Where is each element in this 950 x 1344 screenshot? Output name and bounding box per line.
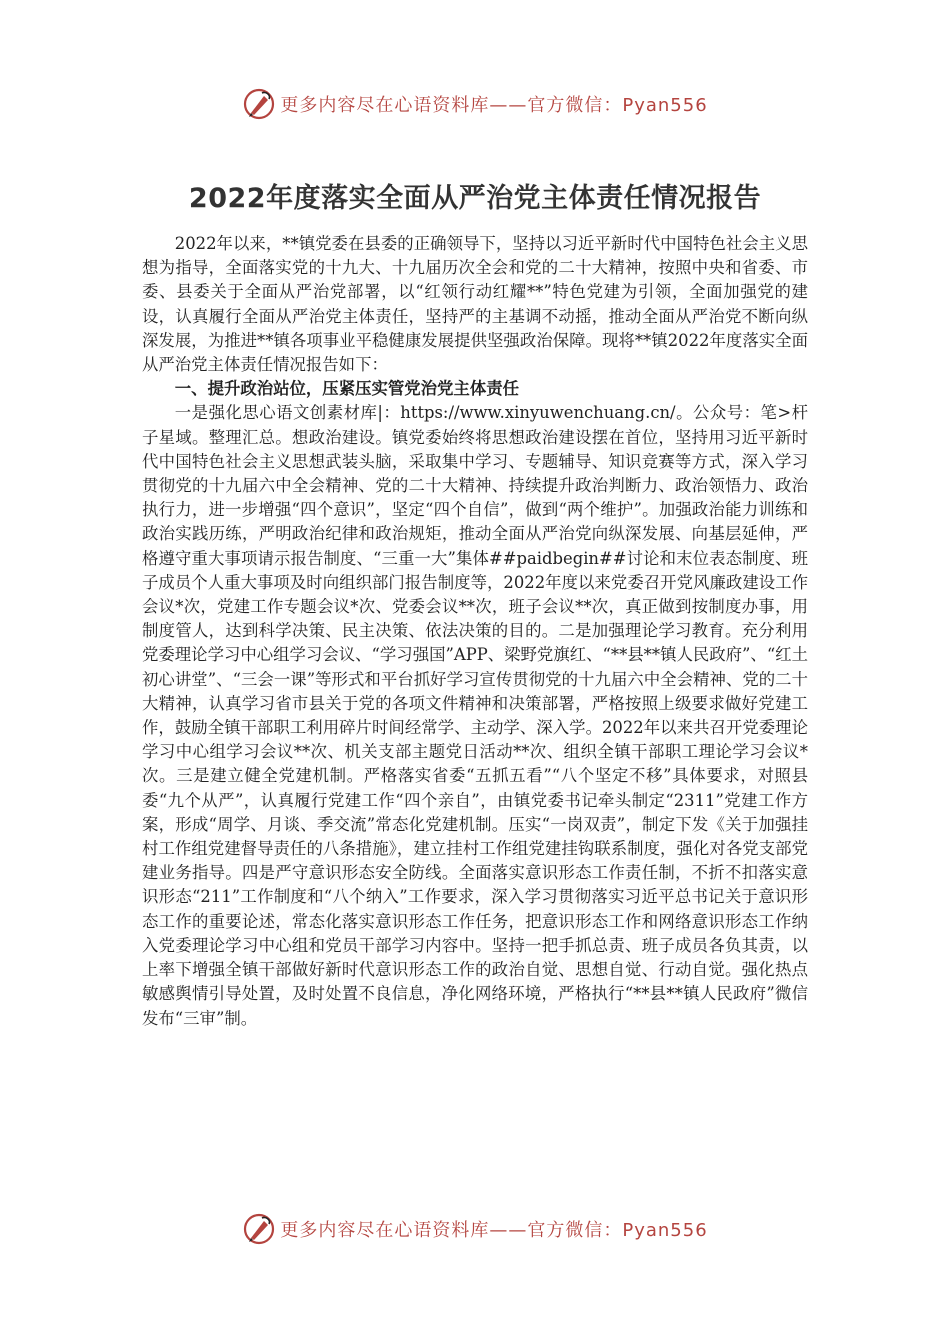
document-body	[142, 232, 808, 1031]
section-paragraph: 一是强化思心语文创素材库|：https://www.xinyuwenchuang.cn/。公众号：笔>杆子星域。整理汇总。想政治建设。镇党委始终将思想政治建设摆在首位，坚持用习近平新时代中国特色社会主义思想武装头脑，采取集中学习、专题辅导、知识竞赛等方式，深入学习贯彻党的十九届六中全会精神、党的二十大精神、持续提升政治判断力、政治领悟力、政治执行力，进一步增强“四个意识”，坚定“四个自信”，做到“两个维护”。加强政治能力训练和政治实践历练，严明政治纪律和政治规矩，推动全面从严治党向纵深发展、向基层延伸，严格遵守重大事项请示报告制度、“三重一大”集体##paidbegin##讨论和末位表态制度、班子成员个人重大事项及时向组织部门报告制度等，2022年度以来党委召开党风廉政建设工作会议*次，党建工作专题会议*次、党委会议**次，班子会议**次，真正做到按制度办事，用制度管人，达到科学决策、民主决策、依法决策的目的。二是加强理论学习教育。充分利用党委理论学习中心组学习会议、“学习强国”APP、梁野党旗红、“**县**镇人民政府”、“红土初心讲堂”、“三会一课”等形式和平台抓好学习宣传贯彻党的十九届六中全会精神、党的二十大精神，认真学习省市县关于党的各项文件精神和决策部署，严格按照上级要求做好党建工作，鼓励全镇干部职工利用碎片时间经常学、主动学、深入学。2022年以来共召开党委理论学习中心组学习会议**次、机关支部主题党日活动**次、组织全镇干部职工理论学习会议*次。三是建立健全党建机制。严格落实省委“五抓五看”“八个坚定不移”具体要求，对照县委“九个从严”，认真履行党建工作“四个亲自”，由镇党委书记牵头制定“2311”党建工作方案，形成“周学、月谈、季交流”常态化党建机制。压实“一岗双责”，制定下发《关于加强挂村工作组党建督导责任的八条措施》，建立挂村工作组党建挂钩联系制度，强化对各党支部党建业务指导。四是严守意识形态安全防线。全面落实意识形态工作责任制，不折不扣落实意识形态“211”工作制度和“八个纳入”工作要求，深入学习贯彻落实习近平总书记关于意识形态工作的重要论述，常态化落实意识形态工作任务，把意识形态工作和网络意识形态工作纳入党委理论学习中心组和党员干部学习内容中。坚持一把手抓总责、班子成员各负其责，以上率下增强全镇干部做好新时代意识形态工作的政治自觉、思想自觉、行动自觉。强化热点敏感舆情引导处置，及时处置不良信息，净化网络环境，严格执行“**县**镇人民政府”微信发布“三审”制。	[142, 403, 808, 1028]
pen-nib-logo-icon	[242, 87, 276, 121]
section-heading: 一、提升政治站位，压紧压实管党治党主体责任	[174, 379, 519, 399]
pen-nib-logo-icon	[242, 1212, 276, 1246]
document-title: 2022年度落实全面从严治党主体责任情况报告	[188, 183, 762, 214]
footer-banner	[0, 1211, 950, 1247]
banner-text: 更多内容尽在心语资料库——官方微信：Pyan556	[280, 95, 708, 116]
header-banner	[0, 86, 950, 122]
banner-text: 更多内容尽在心语资料库——官方微信：Pyan556	[280, 1220, 708, 1241]
intro-paragraph: 2022年以来，**镇党委在县委的正确领导下，坚持以习近平新时代中国特色社会主义思想为指导，全面落实党的十九大、十九届历次全会和党的二十大精神，按照中央和省委、市委、县委关于全面从严治党部署，以“红领行动红耀**”特色党建为引领，全面加强党的建设，认真履行全面从严治党主体责任，坚持严的主基调不动摇，推动全面从严治党不断向纵深发展，为推进**镇各项事业平稳健康发展提供坚强政治保障。现将**镇2022年度落实全面从严治党主体责任情况报告如下：	[142, 234, 808, 375]
